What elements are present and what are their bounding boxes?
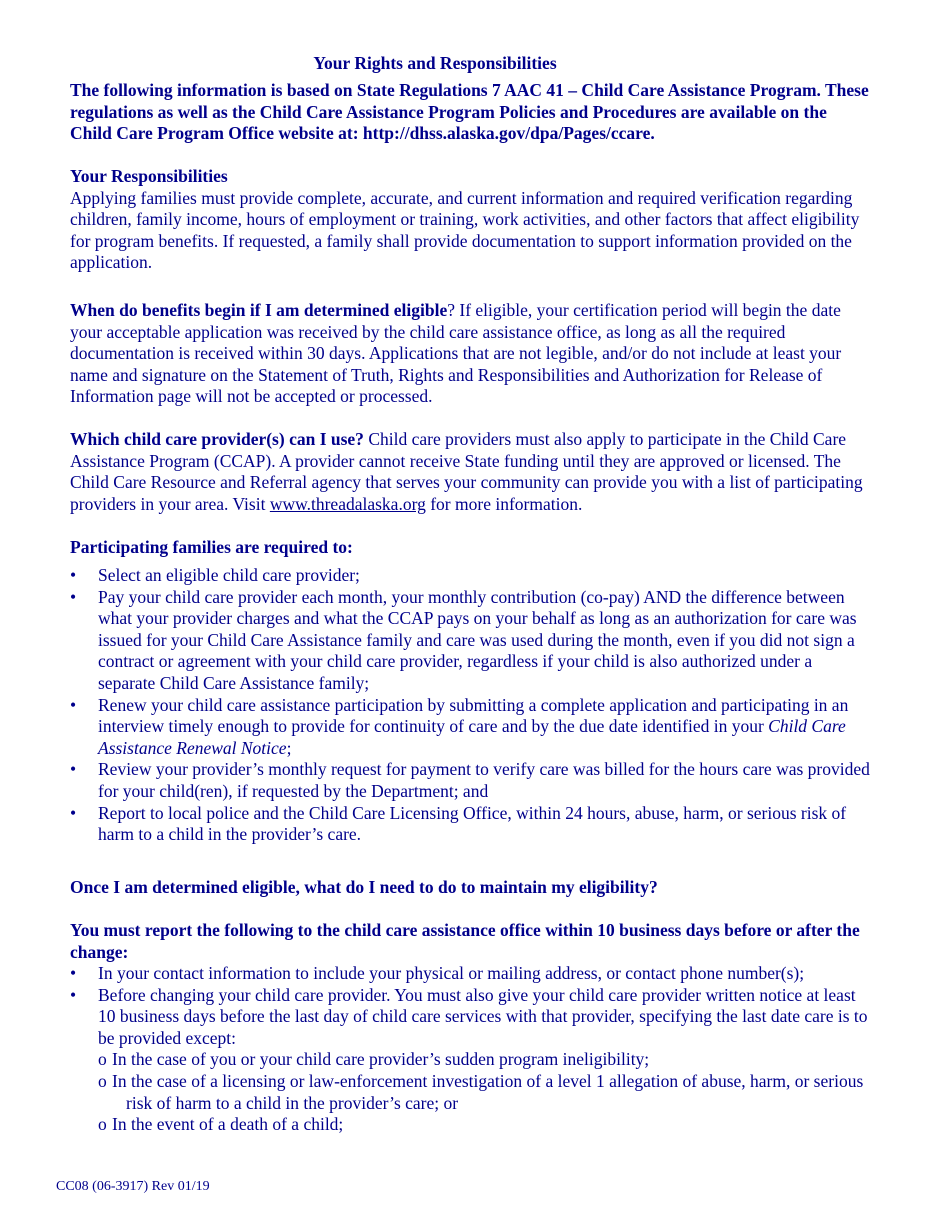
maintain-question: Once I am determined eligible, what do I need to do to maintain my eligibility? <box>70 877 658 897</box>
circle-bullet-icon: o <box>98 1070 107 1091</box>
sub-list-item: o In the case of you or your child care provider’s sudden program ineligibility; <box>98 1049 650 1070</box>
intro-paragraph: The following information is based on State Regulations 7 AAC 41 – Child Care Assistance Program. These regulations as well as the Child Care Assistance Program Policies and Procedures are available on the Child Care Program Office website at: http://dhss.alaska.gov/dpa/Pages/ccare. <box>70 80 869 144</box>
sub-list-item: o In the case of a licensing or law-enforcement investigation of a level 1 allegation of abuse, harm, or serious risk of harm to a child in the provider’s care; or <box>98 1070 864 1113</box>
providers-text-after: for more information. <box>425 493 583 514</box>
renew-end: ; <box>286 737 292 758</box>
circle-bullet-icon: o <box>98 1049 107 1070</box>
benefits-paragraph <box>70 300 870 408</box>
providers-paragraph <box>70 429 870 515</box>
required-heading: Participating families are required to: <box>70 537 353 557</box>
sub-list-item: o In the event of a death of a child; <box>98 1114 344 1135</box>
providers-text-before: Child care providers must also apply to participate in the Child Care Assistance Program (CCAP). A provider cannot receive State funding until they are approved or licensed. The Child Care Resource and Referral agency that serves your community can provide you with a list of participating providers in your area. Visit <box>70 429 863 514</box>
benefits-text: If eligible, your certification period will begin the date your acceptable application was received by the child care assistance office, as long as all the required documentation is received within 30 days. Applications that are not legible, and/or do not include at least your name and signature on the Statement of Truth, Rights and Responsibilities and Authorization for Release of Information page will not be accepted or processed. <box>70 300 842 407</box>
responsibilities-section <box>70 166 870 274</box>
page-title: Your Rights and Responsibilities <box>313 53 557 73</box>
list-item: • Select an eligible child care provider; <box>70 565 870 587</box>
providers-question: Which child care provider(s) can I use? <box>70 429 364 449</box>
list-item: • Report to local police and the Child Care Licensing Office, within 24 hours, abuse, harm, or serious risk of harm to a child in the provider’s care. <box>70 803 870 846</box>
required-list <box>70 565 870 846</box>
thread-alaska-link[interactable]: www.threadalaska.org <box>269 493 426 514</box>
list-item: • In your contact information to include your physical or mailing address, or contact phone number(s); <box>70 963 870 985</box>
list-item: • Pay your child care provider each month, your monthly contribution (co-pay) AND the difference between what your provider charges and what the CCAP pays on your behalf as long as an authorization for care was issued for your Child Care Assistance family and care was used during the month, even if you did not sign a contract or agreement with your child care provider, regardless if your child is also authorized under a separate Child Care Assistance family; <box>70 587 870 695</box>
renew-text: Renew your child care assistance participation by submitting a complete application and participating in an interview timely enough to provide for continuity of care and by the due date identified in your <box>98 694 849 737</box>
benefits-question: When do benefits begin if I am determined eligible <box>70 300 448 320</box>
list-item: • Review your provider’s monthly request for payment to verify care was billed for the hours care was provided for your child(ren), if requested by the Department; and <box>70 759 870 802</box>
list-item: • Before changing your child care provider. You must also give your child care provider written notice at least 10 business days before the last day of child care services with that provider, specifying the last date care is to be provided except: <box>70 985 870 1050</box>
circle-bullet-icon: o <box>98 1114 107 1135</box>
responsibilities-text: Applying families must provide complete, accurate, and current information and required verification regarding children, family income, hours of employment or training, work activities, and other factors that affect eligibility for program benefits. If requested, a family shall provide documentation to support information provided on the application. <box>70 187 860 273</box>
report-heading: You must report the following to the child care assistance office within 10 business days before or after the change: <box>70 920 860 962</box>
responsibilities-heading: Your Responsibilities <box>70 166 228 186</box>
list-item <box>70 695 870 760</box>
benefits-qmark: ? <box>447 300 455 320</box>
renewal-notice-title: Child Care Assistance Renewal Notice <box>98 716 846 758</box>
form-number-footer: CC08 (06-3917) Rev 01/19 <box>56 1179 210 1194</box>
report-list <box>70 963 870 1136</box>
